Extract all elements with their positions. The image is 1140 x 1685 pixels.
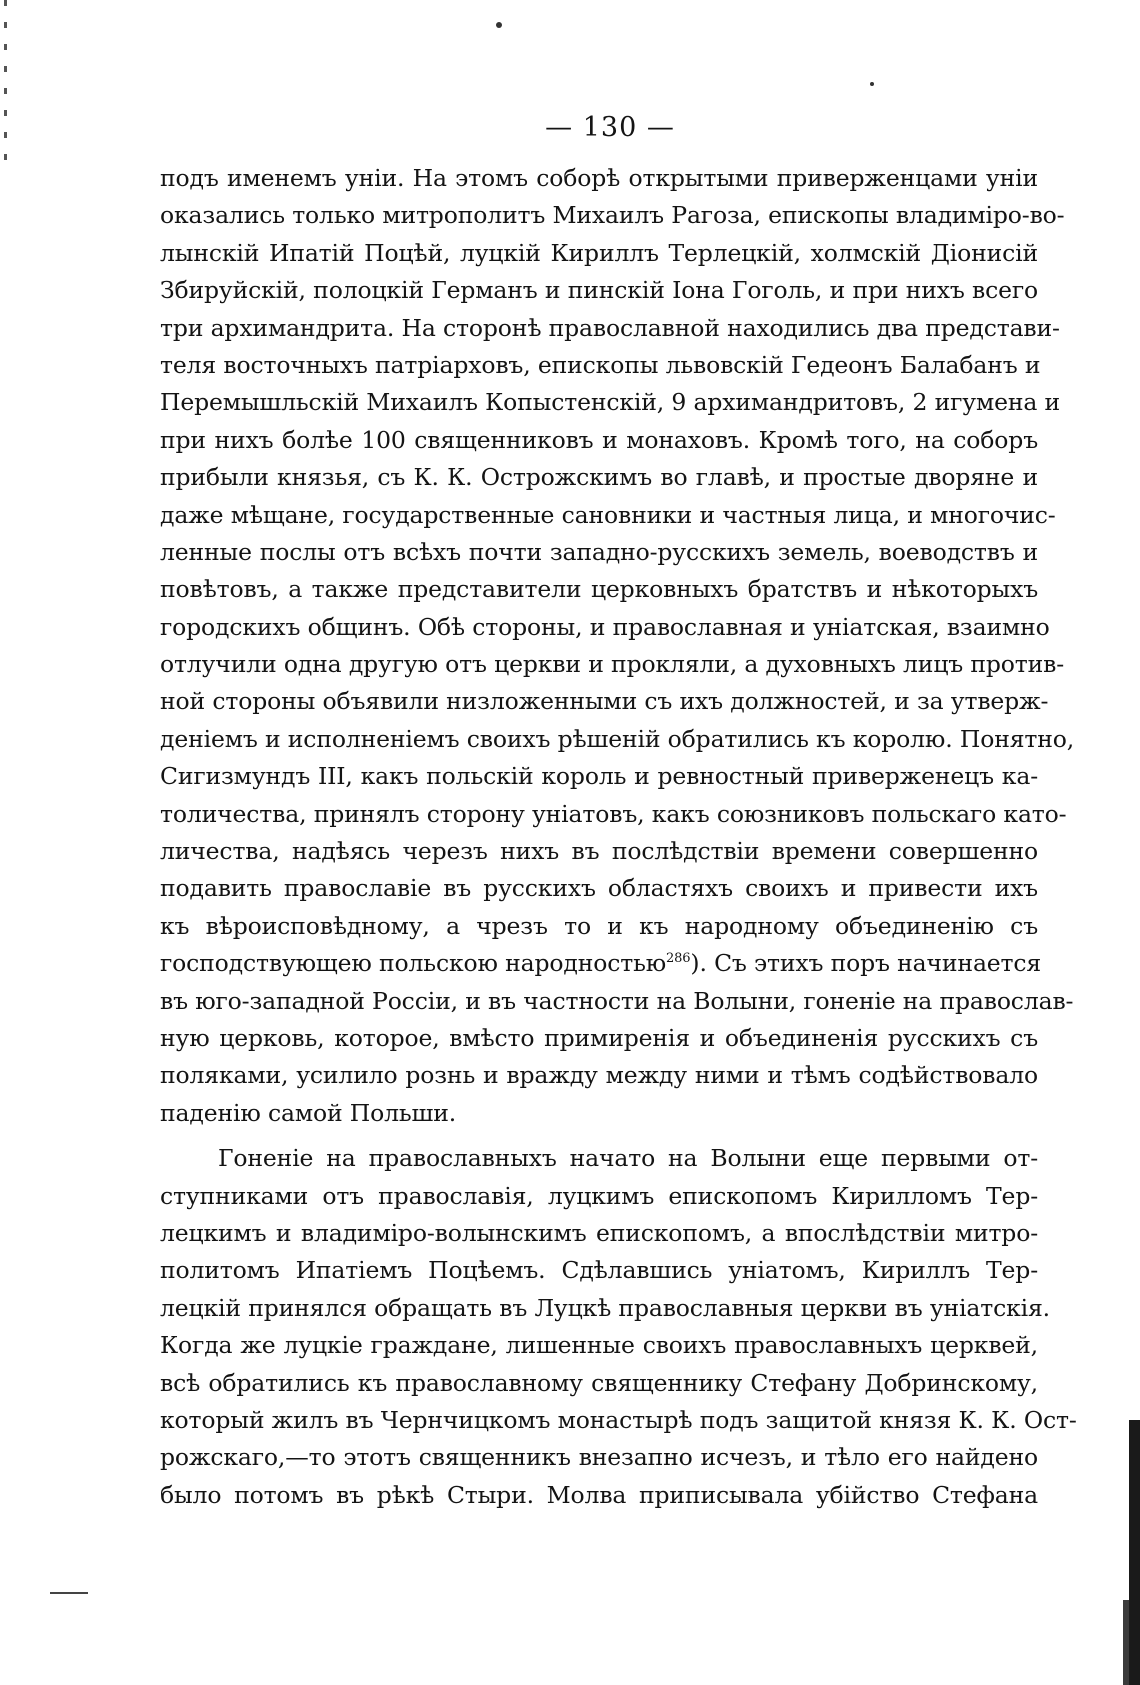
- footnote-line-after: ). Съ этихъ поръ начинается: [690, 949, 1042, 978]
- page-number: — 130 —: [545, 112, 675, 143]
- scan-dot: [496, 22, 502, 28]
- text-line: при нихъ болѣе 100 священниковъ и монаховъ. Кромѣ того, на соборъ: [160, 425, 1038, 454]
- text-line: оказались только митрополитъ Михаилъ Рагоза, епископы владиміро-во-: [160, 201, 1065, 230]
- text-line: толичества, принялъ сторону уніатовъ, какъ союзниковъ польскаго като-: [160, 799, 1067, 828]
- text-line: къ вѣроисповѣдному, а чрезъ то и къ народному объединенію съ: [160, 911, 1038, 940]
- text-line: въ юго-западной Россіи, и въ частности на Волыни, гоненіе на православ-: [160, 986, 1074, 1015]
- text-line: всѣ обратились къ православному священнику Стефану Добринскому,: [160, 1368, 1038, 1397]
- text-line: поляками, усилило рознь и вражду между ними и тѣмъ содѣйствовало: [160, 1061, 1038, 1090]
- scan-artifact-bottom: [50, 1592, 88, 1594]
- text-line: ленные послы отъ всѣхъ почти западно-русскихъ земель, воеводствъ и: [160, 537, 1038, 566]
- text-line: Когда же луцкіе граждане, лишенные своихъ православныхъ церквей,: [160, 1331, 1038, 1360]
- text-line: подавить православіе въ русскихъ областяхъ своихъ и привести ихъ: [160, 874, 1038, 903]
- text-line: теля восточныхъ патріарховъ, епископы львовскій Гедеонъ Балабанъ и: [160, 350, 1041, 379]
- text-line: ступниками отъ православія, луцкимъ епископомъ Кирилломъ Тер-: [160, 1181, 1038, 1210]
- scan-edge-shadow: [1129, 1420, 1140, 1685]
- page-body: [160, 160, 1077, 1514]
- text-line: ную церковь, которое, вмѣсто примиренія и объединенія русскихъ съ: [160, 1023, 1038, 1052]
- text-line: Перемышльскій Михаилъ Копыстенскій, 9 архимандритовъ, 2 игумена и: [160, 388, 1061, 417]
- text-line: Збируйскій, полоцкій Германъ и пинскій Іона Гоголь, и при нихъ всего: [160, 276, 1038, 305]
- text-line: политомъ Ипатіемъ Поцѣемъ. Сдѣлавшись уніатомъ, Кириллъ Тер-: [160, 1256, 1038, 1285]
- footnote-reference[interactable]: 286: [666, 951, 691, 967]
- text-line: городскихъ общинъ. Обѣ стороны, и православная и уніатская, взаимно: [160, 612, 1050, 641]
- text-line: лецкій принялся обращать въ Луцкѣ православныя церкви въ уніатскія.: [160, 1293, 1051, 1322]
- text-line: ной стороны объявили низложенными съ ихъ должностей, и за утверж-: [160, 687, 1049, 716]
- scan-dot: [870, 82, 874, 86]
- footnote-line-before: господствующею польскою народностью: [160, 949, 667, 978]
- text-line-with-footnote: [160, 945, 1042, 982]
- text-line: рожскаго,—то этотъ священникъ внезапно исчезъ, и тѣло его найдено: [160, 1443, 1038, 1472]
- text-line: было потомъ въ рѣкѣ Стыри. Молва приписывала убійство Стефана: [160, 1480, 1038, 1509]
- text-line: три архимандрита. На сторонѣ православной находились два представи-: [160, 313, 1060, 342]
- text-line: паденію самой Польши.: [160, 1098, 457, 1127]
- text-line: отлучили одна другую отъ церкви и прокляли, а духовныхъ лицъ против-: [160, 650, 1065, 679]
- text-line: деніемъ и исполненіемъ своихъ рѣшеній обратились къ королю. Понятно,: [160, 724, 1075, 753]
- text-line: который жилъ въ Чернчицкомъ монастырѣ подъ защитой князя К. К. Ост-: [160, 1405, 1077, 1434]
- text-line: Сигизмундъ III, какъ польскій король и ревностный приверженецъ ка-: [160, 762, 1038, 791]
- text-line: прибыли князья, съ К. К. Острожскимъ во главѣ, и простые дворяне и: [160, 463, 1038, 492]
- text-line: лынскій Ипатій Поцѣй, луцкій Кириллъ Терлецкій, холмскій Діонисій: [160, 238, 1038, 267]
- text-line: повѣтовъ, а также представители церковныхъ братствъ и нѣкоторыхъ: [160, 575, 1038, 604]
- text-line: даже мѣщане, государственные сановники и частныя лица, и многочис-: [160, 500, 1056, 529]
- paragraph-gap: [160, 1132, 1038, 1140]
- text-line: личества, надѣясь черезъ нихъ въ послѣдствіи времени совершенно: [160, 837, 1038, 866]
- scan-edge-shadow: [1123, 1600, 1129, 1685]
- text-line: подъ именемъ уніи. На этомъ соборѣ открытыми приверженцами уніи: [160, 164, 1038, 192]
- text-line: лецкимъ и владиміро-волынскимъ епископомъ, а впослѣдствіи митро-: [160, 1218, 1038, 1247]
- text-line: Гоненіе на православныхъ начато на Волыни еще первыми от-: [218, 1144, 1038, 1173]
